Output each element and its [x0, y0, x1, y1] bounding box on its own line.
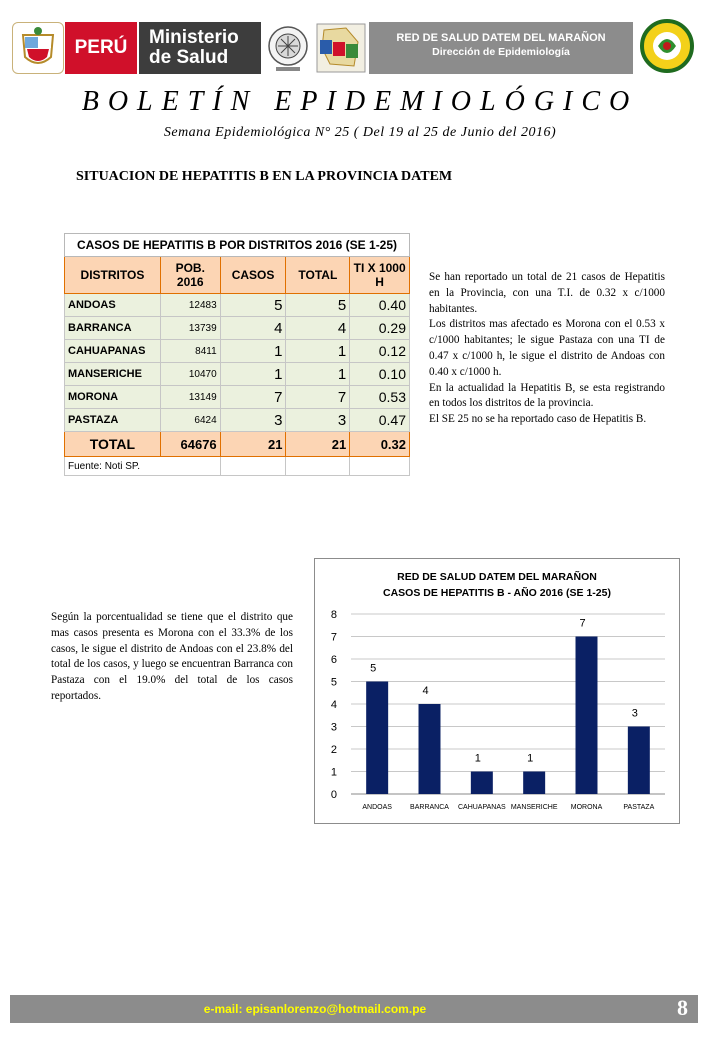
- y-tick-label: 8: [330, 609, 337, 621]
- hepatitis-cases-table: [64, 233, 410, 476]
- institution-name: RED DE SALUD DATEM DEL MARAÑON: [396, 32, 606, 44]
- header-institution-box: [369, 22, 633, 74]
- table-total-row: [65, 432, 410, 457]
- district-cell: CAHUAPANAS: [65, 340, 161, 363]
- table-header-cell: POB. 2016: [160, 257, 220, 294]
- table-header-cell: DISTRITOS: [65, 257, 161, 294]
- source-note: Fuente: Noti SP.: [65, 457, 221, 476]
- dge-logo: [316, 22, 366, 74]
- population-cell: 12483: [160, 294, 220, 317]
- district-cell: ANDOAS: [65, 294, 161, 317]
- hepatitis-cases-table-container: [64, 233, 410, 476]
- total-cell: 4: [286, 317, 350, 340]
- total-cell: 3: [286, 409, 350, 432]
- total-total-cell: 21: [286, 432, 350, 457]
- brand-line-1: Ministerio: [149, 27, 239, 48]
- bar: [419, 704, 441, 794]
- total-cases-cell: 21: [220, 432, 286, 457]
- x-tick-label: PASTAZA: [623, 804, 655, 811]
- table-row: [65, 294, 410, 317]
- total-cell: 1: [286, 363, 350, 386]
- chart-title: RED DE SALUD DATEM DEL MARAÑON: [397, 571, 597, 583]
- incidence-rate-cell: 0.53: [350, 386, 410, 409]
- population-cell: 13149: [160, 386, 220, 409]
- epidemiology-network-logo: [266, 22, 310, 74]
- bulletin-title: BOLETÍN EPIDEMIOLÓGICO: [81, 86, 639, 117]
- summary-paragraph: [429, 270, 665, 428]
- y-tick-label: 0: [330, 789, 337, 801]
- table-header-cell: TI X 1000 H: [350, 257, 410, 294]
- empty-cell: [220, 457, 286, 476]
- data-label: 4: [422, 685, 429, 697]
- cases-cell: 7: [220, 386, 286, 409]
- data-label: 7: [579, 617, 586, 630]
- y-tick-label: 1: [330, 766, 337, 779]
- table-row: [65, 317, 410, 340]
- bar: [576, 637, 598, 795]
- incidence-rate-cell: 0.29: [350, 317, 410, 340]
- district-cell: MANSERICHE: [65, 363, 161, 386]
- district-cell: BARRANCA: [65, 317, 161, 340]
- district-cell: MORONA: [65, 386, 161, 409]
- incidence-rate-cell: 0.10: [350, 363, 410, 386]
- chart-subtitle: CASOS DE HEPATITIS B - AÑO 2016 (SE 1-25): [383, 587, 611, 599]
- peru-coat-of-arms-logo: [12, 22, 64, 74]
- incidence-rate-cell: 0.47: [350, 409, 410, 432]
- cases-cell: 4: [220, 317, 286, 340]
- table-row: [65, 363, 410, 386]
- data-label: 5: [370, 662, 377, 675]
- y-tick-label: 4: [330, 699, 337, 711]
- incidence-rate-cell: 0.12: [350, 340, 410, 363]
- bar: [471, 772, 493, 795]
- incidence-rate-cell: 0.40: [350, 294, 410, 317]
- summary-line: El SE 25 no se ha reportado caso de Hepatitis B.: [429, 413, 647, 426]
- total-rate-cell: 0.32: [350, 432, 410, 457]
- cases-cell: 3: [220, 409, 286, 432]
- table-title: CASOS DE HEPATITIS B POR DISTRITOS 2016 (SE 1-25): [65, 234, 410, 257]
- total-label-cell: TOTAL: [65, 432, 161, 457]
- contact-email[interactable]: e-mail: episanlorenzo@hotmail.com.pe: [203, 1002, 427, 1016]
- peru-brand-block: PERÚ: [65, 22, 137, 74]
- population-cell: 10470: [160, 363, 220, 386]
- y-tick-label: 6: [330, 654, 337, 666]
- ministerio-de-salud-brand: [139, 22, 261, 74]
- data-label: 1: [474, 752, 481, 765]
- page-number: 8: [677, 995, 688, 1020]
- cases-cell: 5: [220, 294, 286, 317]
- table-header-cell: CASOS: [220, 257, 286, 294]
- empty-cell: [286, 457, 350, 476]
- empty-cell: [350, 457, 410, 476]
- summary-line: En la actualidad la Hepatitis B, se esta registrando en todos los distritos de la provincia.: [429, 381, 665, 410]
- red-de-salud-datem-logo: [640, 16, 694, 78]
- cases-cell: 1: [220, 340, 286, 363]
- x-tick-label: ANDOAS: [362, 804, 392, 811]
- district-cell: PASTAZA: [65, 409, 161, 432]
- total-cell: 7: [286, 386, 350, 409]
- percentage-paragraph: Según la porcentualidad se tiene que el distrito que mas casos presenta es Morona con el 33.3% de los casos, le sigue el distrito de Andoas con el 23.8% del total de los casos, y luego se encuentran Barranca con Pastaza con el 19.0% del total de los casos reportados.: [51, 611, 293, 702]
- bar: [366, 682, 388, 795]
- footer-bar: [10, 995, 698, 1023]
- x-tick-label: MANSERICHE: [510, 804, 558, 811]
- bar: [523, 772, 545, 795]
- data-label: 1: [527, 752, 534, 765]
- bar: [628, 727, 650, 795]
- y-tick-label: 5: [330, 676, 337, 689]
- table-row: [65, 386, 410, 409]
- brand-line-2: de Salud: [149, 47, 229, 68]
- population-cell: 6424: [160, 409, 220, 432]
- department-name: Dirección de Epidemiología: [432, 46, 570, 58]
- y-tick-label: 7: [330, 631, 337, 644]
- table-row: [65, 340, 410, 363]
- cases-cell: 1: [220, 363, 286, 386]
- population-cell: 13739: [160, 317, 220, 340]
- population-cell: 8411: [160, 340, 220, 363]
- total-cell: 1: [286, 340, 350, 363]
- epidemiological-week-subtitle: Semana Epidemiológica N° 25 ( Del 19 al 25 de Junio del 2016): [163, 125, 557, 140]
- summary-line: Los distritos mas afectado es Morona con el 0.53 x c/1000 habitantes; le sigue Pastaza con una TI de 0.47 x c/1000 h, le sigue el distrito de Andoas con 0.40 x c/1000 h.: [429, 318, 665, 378]
- table-header-row: [65, 257, 410, 294]
- y-tick-label: 2: [330, 744, 337, 756]
- data-label: 3: [631, 707, 638, 720]
- x-tick-label: BARRANCA: [410, 804, 449, 811]
- x-tick-label: CAHUAPANAS: [457, 804, 506, 811]
- summary-line: Se han reportado un total de 21 casos de Hepatitis en la Provincia, con una T.I. de 0.32 x c/1000 habitantes.: [429, 271, 665, 315]
- section-title: SITUACION DE HEPATITIS B EN LA PROVINCIA DATEM: [76, 169, 453, 184]
- hepatitis-cases-bar-chart: [314, 558, 680, 824]
- table-row: [65, 409, 410, 432]
- table-header-cell: TOTAL: [286, 257, 350, 294]
- chart-svg: [315, 559, 679, 823]
- x-tick-label: MORONA: [570, 804, 603, 811]
- y-tick-label: 3: [330, 721, 337, 734]
- total-population-cell: 64676: [160, 432, 220, 457]
- table-source-row: [65, 457, 410, 476]
- total-cell: 5: [286, 294, 350, 317]
